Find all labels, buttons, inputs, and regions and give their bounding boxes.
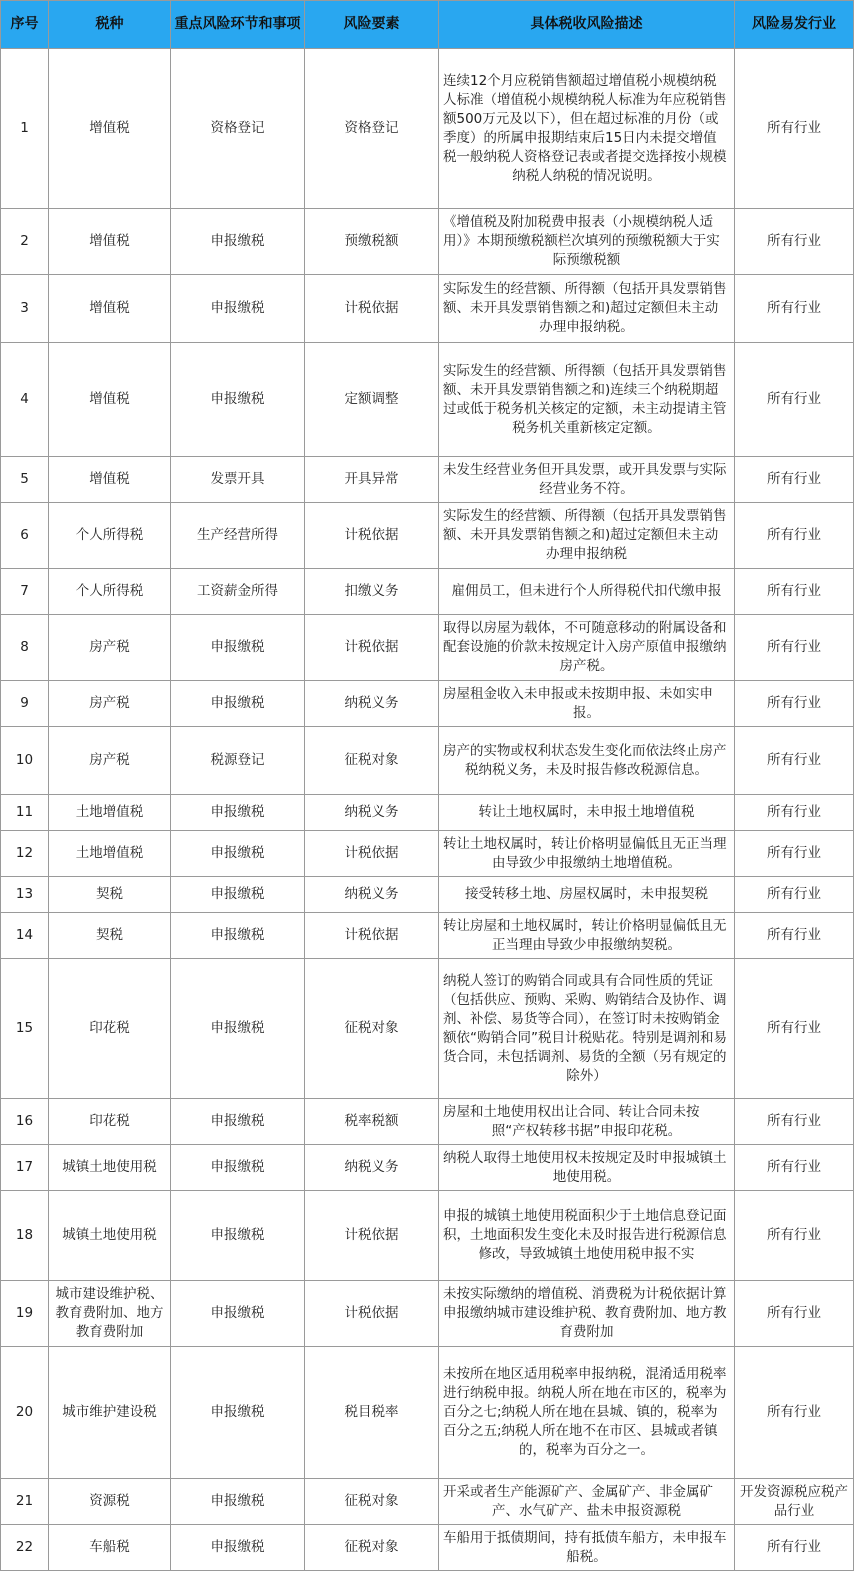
row-tax-type: 个人所得税 — [49, 569, 171, 615]
row-risk-factor: 税率税额 — [305, 1099, 439, 1145]
row-risk-item: 申报缴税 — [171, 343, 305, 457]
table-row — [1, 1099, 854, 1145]
row-industry: 所有行业 — [735, 457, 854, 503]
row-index: 4 — [1, 343, 49, 457]
header-index: 序号 — [1, 1, 49, 49]
row-index: 12 — [1, 831, 49, 877]
row-risk-description: 转让房屋和土地权属时，转让价格明显偏低且无正当理由导致少申报缴纳契税。 — [439, 913, 735, 959]
row-industry: 所有行业 — [735, 959, 854, 1099]
row-index: 10 — [1, 727, 49, 795]
row-tax-type: 契税 — [49, 877, 171, 913]
row-index: 20 — [1, 1347, 49, 1479]
row-risk-description: 连续12个月应税销售额超过增值税小规模纳税人标准（增值税小规模纳税人标准为年应税销售额500万元及以下），但在超过标准的月份（或季度）的所属申报期结束后15日内未提交增值税一般纳税人资格登记表或者提交选择按小规模纳税人纳税的情况说明。 — [439, 49, 735, 209]
row-risk-item: 生产经营所得 — [171, 503, 305, 569]
row-risk-factor: 开具异常 — [305, 457, 439, 503]
row-risk-item: 申报缴税 — [171, 913, 305, 959]
row-risk-factor: 扣缴义务 — [305, 569, 439, 615]
row-risk-factor: 计税依据 — [305, 1281, 439, 1347]
row-risk-factor: 资格登记 — [305, 49, 439, 209]
row-risk-item: 申报缴税 — [171, 1525, 305, 1571]
row-tax-type: 增值税 — [49, 209, 171, 275]
row-industry: 所有行业 — [735, 209, 854, 275]
row-risk-description: 实际发生的经营额、所得额（包括开具发票销售额、未开具发票销售额之和)超过定额但未主动办理申报纳税 — [439, 503, 735, 569]
row-risk-description: 申报的城镇土地使用税面积少于土地信息登记面积，土地面积发生变化未及时报告进行税源信息修改，导致城镇土地使用税申报不实 — [439, 1191, 735, 1281]
row-tax-type: 城市维护建设税 — [49, 1347, 171, 1479]
row-risk-item: 申报缴税 — [171, 795, 305, 831]
row-index: 16 — [1, 1099, 49, 1145]
row-index: 17 — [1, 1145, 49, 1191]
table-row — [1, 569, 854, 615]
row-risk-factor: 纳税义务 — [305, 795, 439, 831]
row-index: 13 — [1, 877, 49, 913]
row-risk-description: 雇佣员工，但未进行个人所得税代扣代缴申报 — [439, 569, 735, 615]
header-risk-description: 具体税收风险描述 — [439, 1, 735, 49]
table-row — [1, 1145, 854, 1191]
row-tax-type: 房产税 — [49, 681, 171, 727]
row-industry: 所有行业 — [735, 1099, 854, 1145]
table-row — [1, 503, 854, 569]
row-industry: 所有行业 — [735, 877, 854, 913]
table-row — [1, 877, 854, 913]
table-row — [1, 1281, 854, 1347]
row-risk-description: 开采或者生产能源矿产、金属矿产、非金属矿产、水气矿产、盐未申报资源税 — [439, 1479, 735, 1525]
row-industry: 开发资源税应税产品行业 — [735, 1479, 854, 1525]
row-risk-item: 申报缴税 — [171, 275, 305, 343]
row-risk-factor: 征税对象 — [305, 959, 439, 1099]
row-risk-item: 申报缴税 — [171, 1191, 305, 1281]
table-row — [1, 1479, 854, 1525]
row-risk-factor: 税目税率 — [305, 1347, 439, 1479]
table-header-row — [1, 1, 854, 49]
row-risk-factor: 计税依据 — [305, 275, 439, 343]
row-risk-factor: 计税依据 — [305, 1191, 439, 1281]
table-row — [1, 795, 854, 831]
row-risk-factor: 纳税义务 — [305, 681, 439, 727]
row-industry: 所有行业 — [735, 727, 854, 795]
row-risk-description: 未发生经营业务但开具发票，或开具发票与实际经营业务不符。 — [439, 457, 735, 503]
row-risk-item: 申报缴税 — [171, 681, 305, 727]
row-industry: 所有行业 — [735, 275, 854, 343]
row-risk-factor: 征税对象 — [305, 1479, 439, 1525]
row-risk-factor: 纳税义务 — [305, 877, 439, 913]
row-tax-type: 印花税 — [49, 1099, 171, 1145]
row-risk-description: 房屋和土地使用权出让合同、转让合同未按照“产权转移书据”申报印花税。 — [439, 1099, 735, 1145]
row-index: 15 — [1, 959, 49, 1099]
row-industry: 所有行业 — [735, 503, 854, 569]
row-index: 22 — [1, 1525, 49, 1571]
table-row — [1, 913, 854, 959]
row-risk-description: 《增值税及附加税费申报表（小规模纳税人适用）》本期预缴税额栏次填列的预缴税额大于实际预缴税额 — [439, 209, 735, 275]
row-tax-type: 土地增值税 — [49, 795, 171, 831]
row-risk-description: 纳税人取得土地使用权未按规定及时申报城镇土地使用税。 — [439, 1145, 735, 1191]
row-tax-type: 城镇土地使用税 — [49, 1191, 171, 1281]
table-row — [1, 681, 854, 727]
row-risk-factor: 计税依据 — [305, 831, 439, 877]
row-risk-description: 转让土地权属时，转让价格明显偏低且无正当理由导致少申报缴纳土地增值税。 — [439, 831, 735, 877]
row-risk-factor: 计税依据 — [305, 615, 439, 681]
row-risk-factor: 纳税义务 — [305, 1145, 439, 1191]
row-risk-item: 申报缴税 — [171, 1347, 305, 1479]
row-tax-type: 增值税 — [49, 275, 171, 343]
row-index: 9 — [1, 681, 49, 727]
table-row — [1, 959, 854, 1099]
row-tax-type: 印花税 — [49, 959, 171, 1099]
header-industry: 风险易发行业 — [735, 1, 854, 49]
table-row — [1, 49, 854, 209]
header-risk-factor: 风险要素 — [305, 1, 439, 49]
row-index: 8 — [1, 615, 49, 681]
row-risk-item: 资格登记 — [171, 49, 305, 209]
row-industry: 所有行业 — [735, 49, 854, 209]
row-industry: 所有行业 — [735, 1347, 854, 1479]
row-industry: 所有行业 — [735, 913, 854, 959]
row-tax-type: 契税 — [49, 913, 171, 959]
row-tax-type: 城镇土地使用税 — [49, 1145, 171, 1191]
row-risk-item: 申报缴税 — [171, 877, 305, 913]
table-row — [1, 1525, 854, 1571]
table-row — [1, 615, 854, 681]
header-tax-type: 税种 — [49, 1, 171, 49]
row-risk-description: 房屋租金收入未申报或未按期申报、未如实申报。 — [439, 681, 735, 727]
row-tax-type: 房产税 — [49, 727, 171, 795]
row-risk-factor: 预缴税额 — [305, 209, 439, 275]
row-risk-item: 申报缴税 — [171, 1099, 305, 1145]
row-risk-description: 未按所在地区适用税率申报纳税，混淆适用税率进行纳税申报。纳税人所在地在市区的，税率为百分之七;纳税人所在地在县城、镇的，税率为百分之五;纳税人所在地不在市区、县城或者镇的，税率为百分之一。 — [439, 1347, 735, 1479]
row-risk-description: 实际发生的经营额、所得额（包括开具发票销售额、未开具发票销售额之和)连续三个纳税期超过或低于税务机关核定的定额，未主动提请主管税务机关重新核定定额。 — [439, 343, 735, 457]
row-risk-description: 实际发生的经营额、所得额（包括开具发票销售额、未开具发票销售额之和)超过定额但未主动办理申报纳税。 — [439, 275, 735, 343]
row-index: 14 — [1, 913, 49, 959]
table-row — [1, 831, 854, 877]
row-industry: 所有行业 — [735, 1525, 854, 1571]
row-risk-factor: 计税依据 — [305, 913, 439, 959]
row-tax-type: 城市建设维护税、教育费附加、地方教育费附加 — [49, 1281, 171, 1347]
row-industry: 所有行业 — [735, 1145, 854, 1191]
table-row — [1, 457, 854, 503]
row-risk-description: 取得以房屋为载体，不可随意移动的附属设备和配套设施的价款未按规定计入房产原值申报缴纳房产税。 — [439, 615, 735, 681]
row-risk-item: 申报缴税 — [171, 1479, 305, 1525]
row-risk-item: 申报缴税 — [171, 1145, 305, 1191]
row-index: 21 — [1, 1479, 49, 1525]
row-risk-factor: 定额调整 — [305, 343, 439, 457]
table-row — [1, 275, 854, 343]
row-tax-type: 资源税 — [49, 1479, 171, 1525]
row-risk-item: 申报缴税 — [171, 959, 305, 1099]
row-index: 2 — [1, 209, 49, 275]
table-row — [1, 727, 854, 795]
table-row — [1, 1191, 854, 1281]
row-risk-factor: 征税对象 — [305, 1525, 439, 1571]
row-risk-factor: 计税依据 — [305, 503, 439, 569]
row-risk-item: 发票开具 — [171, 457, 305, 503]
row-tax-type: 房产税 — [49, 615, 171, 681]
row-risk-description: 房产的实物或权利状态发生变化而依法终止房产税纳税义务，未及时报告修改税源信息。 — [439, 727, 735, 795]
row-tax-type: 增值税 — [49, 49, 171, 209]
row-risk-item: 工资薪金所得 — [171, 569, 305, 615]
row-index: 7 — [1, 569, 49, 615]
row-risk-item: 税源登记 — [171, 727, 305, 795]
row-risk-item: 申报缴税 — [171, 615, 305, 681]
row-tax-type: 土地增值税 — [49, 831, 171, 877]
row-tax-type: 个人所得税 — [49, 503, 171, 569]
row-risk-item: 申报缴税 — [171, 1281, 305, 1347]
row-index: 19 — [1, 1281, 49, 1347]
header-risk-item: 重点风险环节和事项 — [171, 1, 305, 49]
row-index: 5 — [1, 457, 49, 503]
row-risk-description: 接受转移土地、房屋权属时，未申报契税 — [439, 877, 735, 913]
row-industry: 所有行业 — [735, 681, 854, 727]
row-industry: 所有行业 — [735, 1191, 854, 1281]
row-risk-description: 转让土地权属时，未申报土地增值税 — [439, 795, 735, 831]
row-industry: 所有行业 — [735, 795, 854, 831]
row-industry: 所有行业 — [735, 569, 854, 615]
row-index: 1 — [1, 49, 49, 209]
row-industry: 所有行业 — [735, 831, 854, 877]
row-tax-type: 增值税 — [49, 343, 171, 457]
row-index: 11 — [1, 795, 49, 831]
table-row — [1, 209, 854, 275]
table-row — [1, 343, 854, 457]
row-industry: 所有行业 — [735, 615, 854, 681]
row-tax-type: 车船税 — [49, 1525, 171, 1571]
row-risk-factor: 征税对象 — [305, 727, 439, 795]
row-risk-description: 未按实际缴纳的增值税、消费税为计税依据计算申报缴纳城市建设维护税、教育费附加、地方教育费附加 — [439, 1281, 735, 1347]
row-risk-item: 申报缴税 — [171, 209, 305, 275]
row-industry: 所有行业 — [735, 1281, 854, 1347]
row-index: 3 — [1, 275, 49, 343]
row-risk-description: 车船用于抵债期间，持有抵债车船方，未申报车船税。 — [439, 1525, 735, 1571]
row-index: 6 — [1, 503, 49, 569]
table-row — [1, 1347, 854, 1479]
row-index: 18 — [1, 1191, 49, 1281]
row-tax-type: 增值税 — [49, 457, 171, 503]
row-risk-item: 申报缴税 — [171, 831, 305, 877]
row-risk-description: 纳税人签订的购销合同或具有合同性质的凭证（包括供应、预购、采购、购销结合及协作、调剂、补偿、易货等合同），在签订时未按购销金额依“购销合同”税目计税贴花。特别是调剂和易货合同，未包括调剂、易货的全额（另有规定的除外） — [439, 959, 735, 1099]
row-industry: 所有行业 — [735, 343, 854, 457]
